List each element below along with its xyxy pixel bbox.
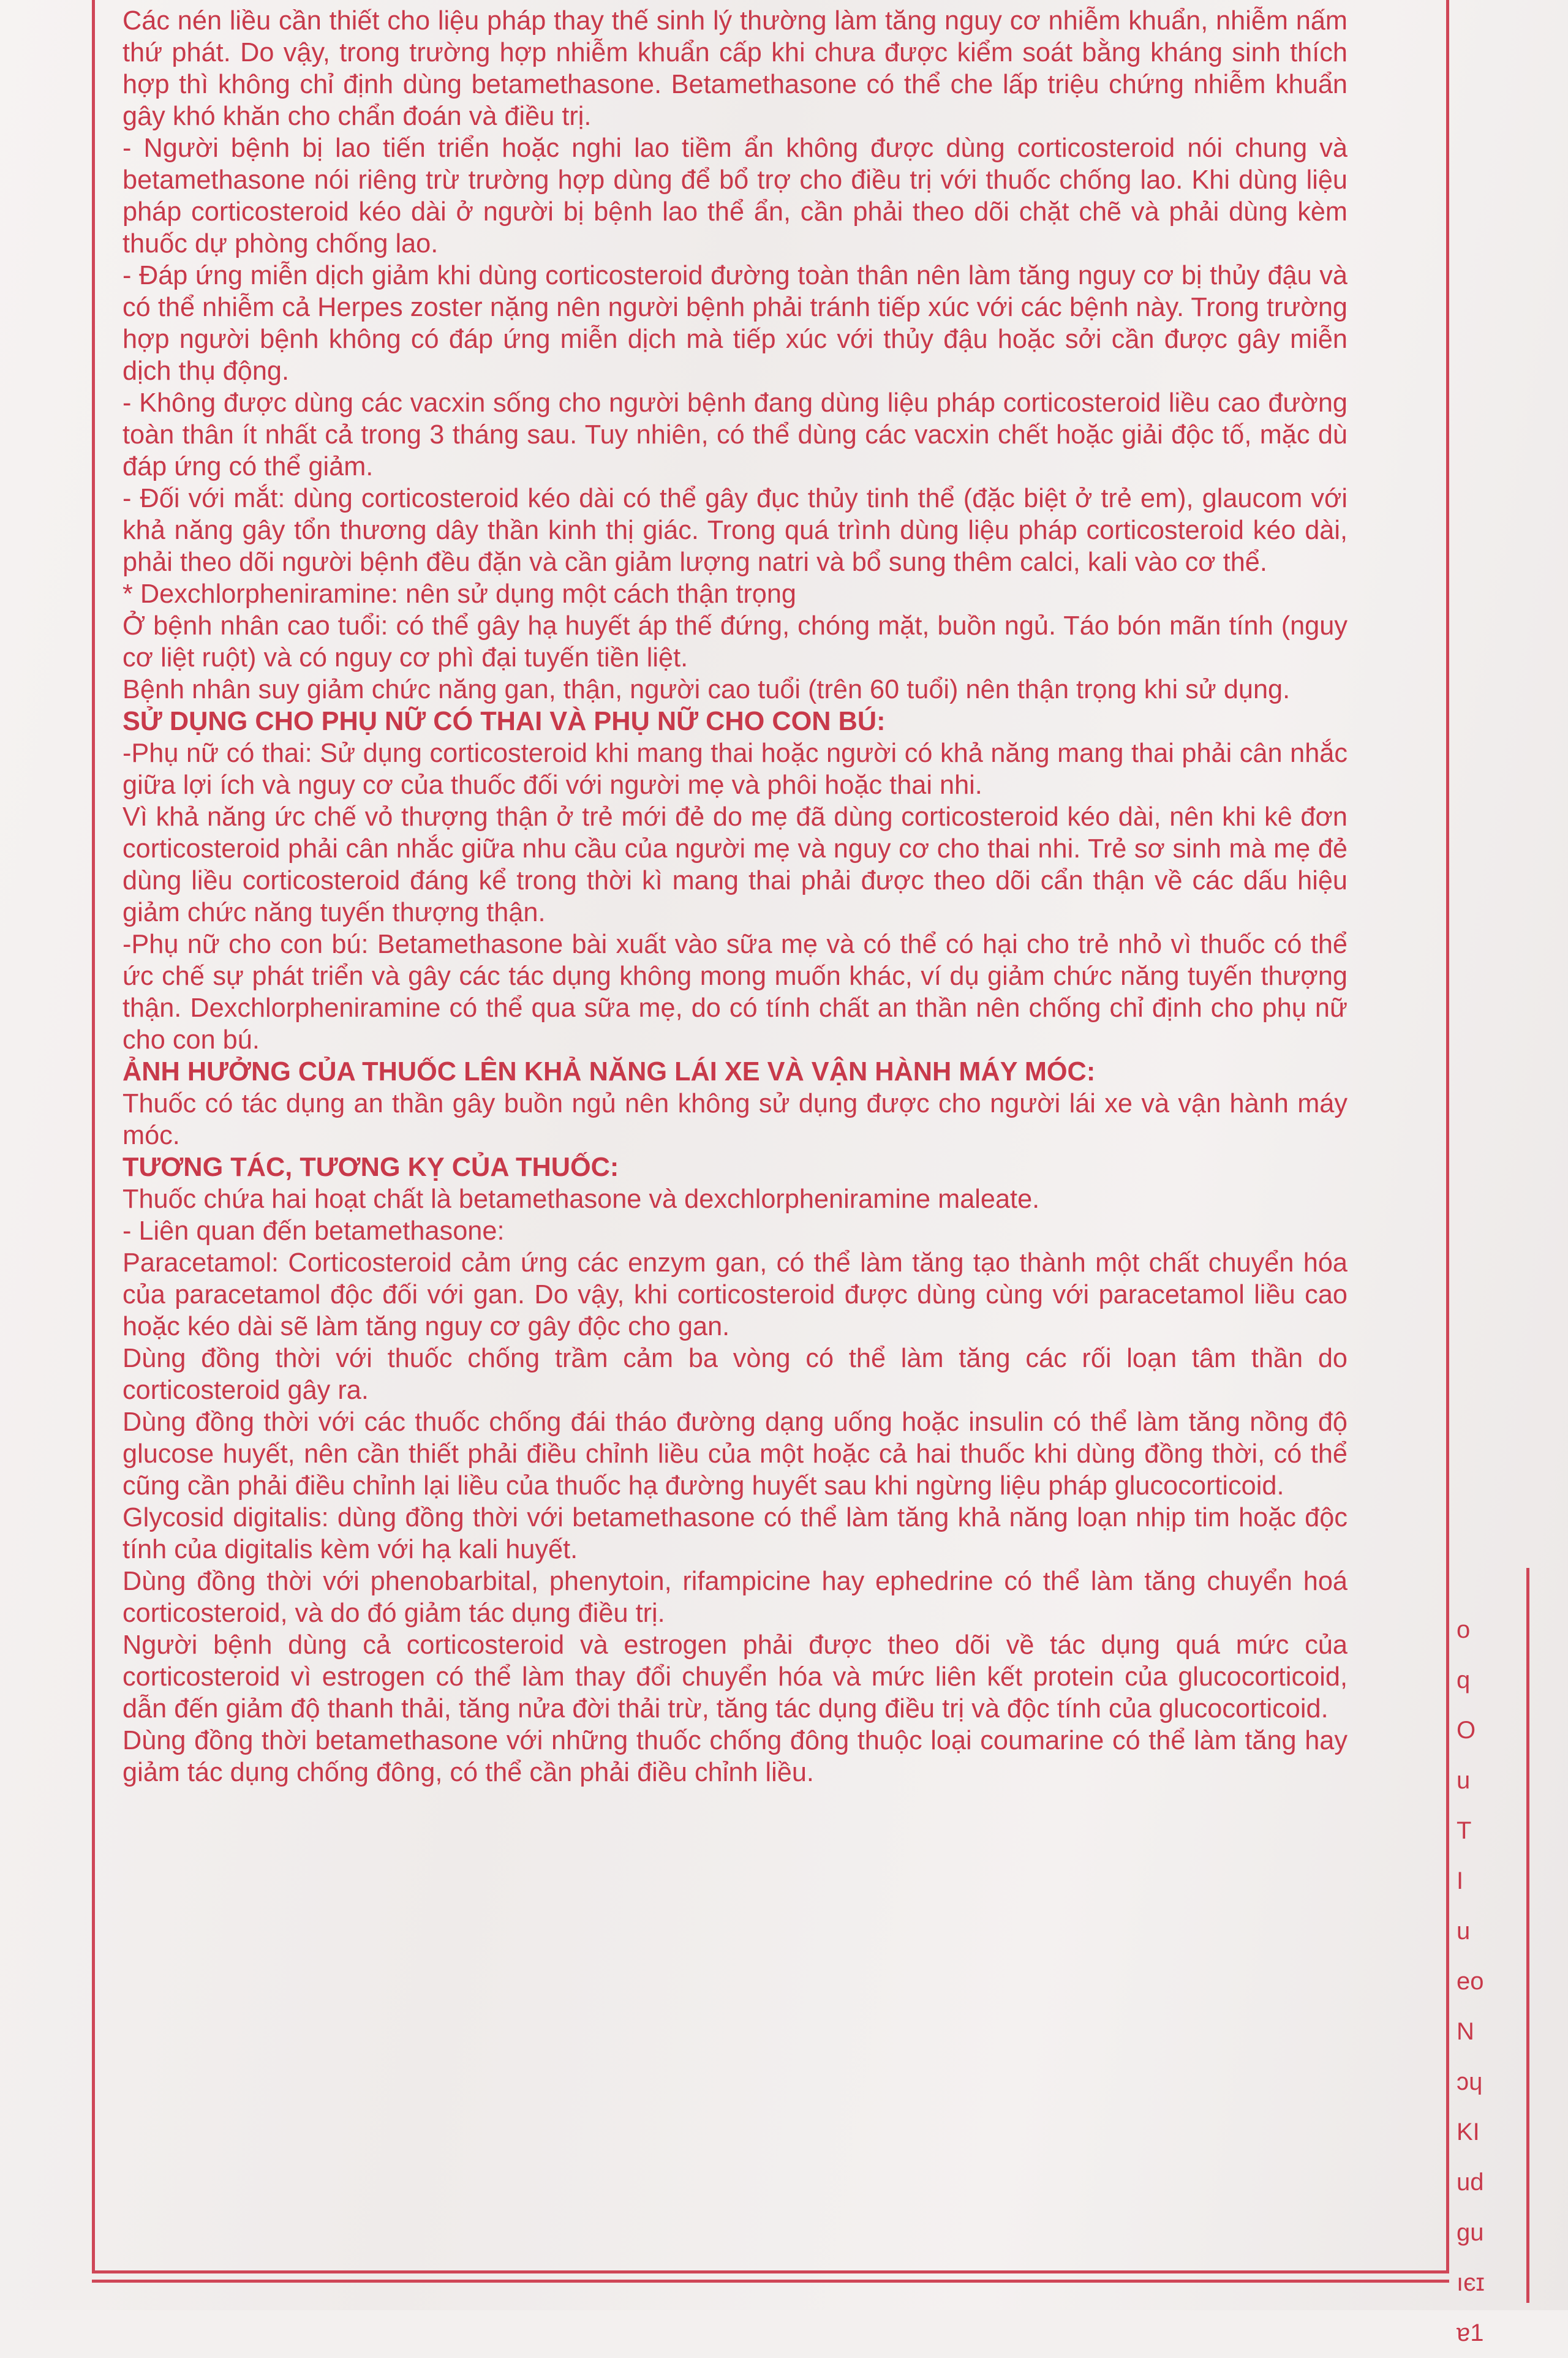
edge-glyph: ɡu xyxy=(1457,2219,1484,2246)
paragraph-pregnant-women: -Phụ nữ có thai: Sử dụng corticosteroid khi mang thai hoặc người có khả năng mang thai phải cân nhắc giữa lợi ích và nguy cơ của thuốc đối với người mẹ và phôi hoặc thai nhi. xyxy=(123,739,1348,800)
edge-glyph: u xyxy=(1457,1918,1471,1945)
edge-glyph: ɔɥ xyxy=(1457,2068,1483,2095)
edge-glyph: O xyxy=(1457,1717,1476,1744)
paragraph-coumarin: Dùng đồng thời betamethasone với những thuốc chống đông thuộc loại coumarine có thể làm tăng hay giảm tác dụng chống đông, có thể cần phải điều chỉnh liều. xyxy=(123,1726,1348,1787)
paragraph-estrogen: Người bệnh dùng cả corticosteroid và estrogen phải được theo dõi về tác dụng quá mức của corticosteroid vì estrogen có thể làm thay đổi chuyển hóa và mức liên kết protein của glucocorticoid, dẫn đến giảm độ thanh thải, tăng nửa đời thải trừ, tăng tác dụng điều trị và độc tính của glucocorticoid. xyxy=(123,1630,1348,1723)
paragraph-breastfeeding: -Phụ nữ cho con bú: Betamethasone bài xuất vào sữa mẹ và có thể có hại cho trẻ nhỏ vì thuốc có thể ức chế sự phát triển và gây các tác dụng không mong muốn khác, ví dụ giảm chức năng tuyến thượng thận. Dexchlorpheniramine có thể qua sữa mẹ, do có tính chất an thần nên chống chỉ định cho phụ nữ cho con bú. xyxy=(123,930,1348,1055)
paragraph-tuberculosis: - Người bệnh bị lao tiến triển hoặc nghi lao tiềm ẩn không được dùng corticosteroid nói chung và betamethasone nói riêng trừ trường hợp dùng để bổ trợ cho điều trị với thuốc chống lao. Khi dùng liệu pháp corticosteroid kéo dài ở người bị bệnh lao thể ẩn, cần phải theo dõi chặt chẽ và phải dùng kèm thuốc dự phòng chống lao. xyxy=(123,134,1348,258)
paragraph-immune-response: - Đáp ứng miễn dịch giảm khi dùng corticosteroid đường toàn thân nên làm tăng nguy cơ bị thủy đậu và có thể nhiễm cả Herpes zoster nặng nên người bệnh phải tránh tiếp xúc với các bệnh này. Trong trường hợp người bệnh không có đáp ứng miễn dịch mà tiếp xúc với thủy đậu hoặc sởi cần được gây miễn dịch thụ động. xyxy=(123,261,1348,386)
edge-glyph: ıєɪ xyxy=(1457,2269,1485,2296)
paragraph-enzyme-inducers: Dùng đồng thời với phenobarbital, phenytoin, rifampicine hay ephedrine có thể làm tăng chuyển hoá corticosteroid, và do đó giảm tác dụng điều trị. xyxy=(123,1567,1348,1628)
edge-glyph: ɐ1 xyxy=(1457,2319,1484,2346)
paragraph-betamethasone-related: - Liên quan đến betamethasone: xyxy=(123,1216,505,1246)
paragraph-elderly: Ở bệnh nhân cao tuổi: có thể gây hạ huyết áp thế đứng, chóng mặt, buồn ngủ. Táo bón mãn tính (nguy cơ liệt ruột) và có nguy cơ phì đại tuyến tiền liệt. xyxy=(123,611,1348,672)
edge-glyph: T xyxy=(1457,1817,1472,1844)
paragraph-live-vaccines: - Không được dùng các vacxin sống cho người bệnh đang dùng liệu pháp corticosteroid liều cao đường toàn thân ít nhất cả trong 3 tháng sau. Tuy nhiên, có thể dùng các vacxin chết hoặc giải độc tố, mặc dù đáp ứng có thể giảm. xyxy=(123,388,1348,481)
edge-glyph: q xyxy=(1457,1667,1471,1693)
heading-interactions: TƯƠNG TÁC, TƯƠNG KỴ CỦA THUỐC: xyxy=(123,1153,619,1182)
heading-driving-machinery: ẢNH HƯỞNG CỦA THUỐC LÊN KHẢ NĂNG LÁI XE VÀ VẬN HÀNH MÁY MÓC: xyxy=(123,1057,1096,1087)
edge-glyph: u xyxy=(1457,1767,1471,1794)
paragraph-antidepressants: Dùng đồng thời với thuốc chống trầm cảm ba vòng có thể làm tăng các rối loạn tâm thần do corticosteroid gây ra. xyxy=(123,1344,1348,1405)
bottom-border-line xyxy=(92,2280,1449,2283)
edge-glyph: N xyxy=(1457,2018,1474,2045)
adjacent-panel-glyphs xyxy=(1457,1605,1512,2358)
paragraph-adrenal-suppression: Vì khả năng ức chế vỏ thượng thận ở trẻ mới đẻ do mẹ đã dùng corticosteroid kéo dài, nên khi kê đơn corticosteroid phải cân nhắc giữa nhu cầu của người mẹ và nguy cơ cho thai nhi. Trẻ sơ sinh mà mẹ đẻ dùng liều corticosteroid đáng kể trong thời kì mang thai phải được theo dõi cẩn thận về các dấu hiệu giảm chức năng tuyến thượng thận. xyxy=(123,802,1348,927)
paragraph-digitalis: Glycosid digitalis: dùng đồng thời với betamethasone có thể làm tăng khả năng loạn nhịp tim hoặc độc tính của digitalis kèm với hạ kali huyết. xyxy=(123,1503,1348,1564)
heading-pregnancy-lactation: SỬ DỤNG CHO PHỤ NỮ CÓ THAI VÀ PHỤ NỮ CHO CON BÚ: xyxy=(123,707,886,736)
paragraph-sedation-warning: Thuốc có tác dụng an thần gây buồn ngủ nên không sử dụng được cho người lái xe và vận hành máy móc. xyxy=(123,1089,1348,1150)
paragraph-hepatic-renal: Bệnh nhân suy giảm chức năng gan, thận, người cao tuổi (trên 60 tuổi) nên thận trọng khi sử dụng. xyxy=(123,675,1291,704)
paragraph-paracetamol: Paracetamol: Corticosteroid cảm ứng các enzym gan, có thể làm tăng tạo thành một chất chuyển hóa của paracetamol độc đối với gan. Do vậy, khi corticosteroid được dùng cùng với paracetamol liều cao hoặc kéo dài sẽ làm tăng nguy cơ gây độc cho gan. xyxy=(123,1248,1348,1341)
edge-glyph: o xyxy=(1457,1616,1471,1643)
edge-glyph: ud xyxy=(1457,2169,1484,2196)
paragraph-active-ingredients: Thuốc chứa hai hoạt chất là betamethasone và dexchlorpheniramine maleate. xyxy=(123,1185,1040,1214)
paragraph-infection-risk: Các nén liều cần thiết cho liệu pháp thay thế sinh lý thường làm tăng nguy cơ nhiễm khuẩn, nhiễm nấm thứ phát. Do vậy, trong trường hợp nhiễm khuẩn cấp khi chưa được kiểm soát bằng kháng sinh thích hợp thì không chỉ định dùng betamethasone. Betamethasone có thể che lấp triệu chứng nhiễm khuẩn gây khó khăn cho chẩn đoán và điều trị. xyxy=(123,6,1348,131)
paragraph-antidiabetics: Dùng đồng thời với các thuốc chống đái tháo đường dạng uống hoặc insulin có thể làm tăng nồng độ glucose huyết, nên cần thiết phải điều chỉnh liều của một hoặc cả hai thuốc khi dùng đồng thời, có thể cũng cần phải điều chỉnh lại liều của thuốc hạ đường huyết sau khi ngừng liệu pháp glucocorticoid. xyxy=(123,1407,1348,1501)
edge-glyph: I xyxy=(1457,1867,1464,1894)
paragraph-dexchlorpheniramine-caution: * Dexchlorpheniramine: nên sử dụng một cách thận trọng xyxy=(123,579,797,609)
paragraph-eyes: - Đối với mắt: dùng corticosteroid kéo dài có thể gây đục thủy tinh thể (đặc biệt ở trẻ em), glaucom với khả năng gây tổn thương dây thần kinh thị giác. Trong quá trình dùng liệu pháp corticosteroid kéo dài, phải theo dõi người bệnh đều đặn và cần giảm lượng natri và bổ sung thêm calci, kali vào cơ thể. xyxy=(123,484,1348,577)
edge-glyph: KI xyxy=(1457,2119,1480,2145)
edge-glyph: eo xyxy=(1457,1968,1484,1995)
leaflet-text xyxy=(123,5,1348,1788)
adjacent-panel-border xyxy=(1526,1568,1529,2303)
